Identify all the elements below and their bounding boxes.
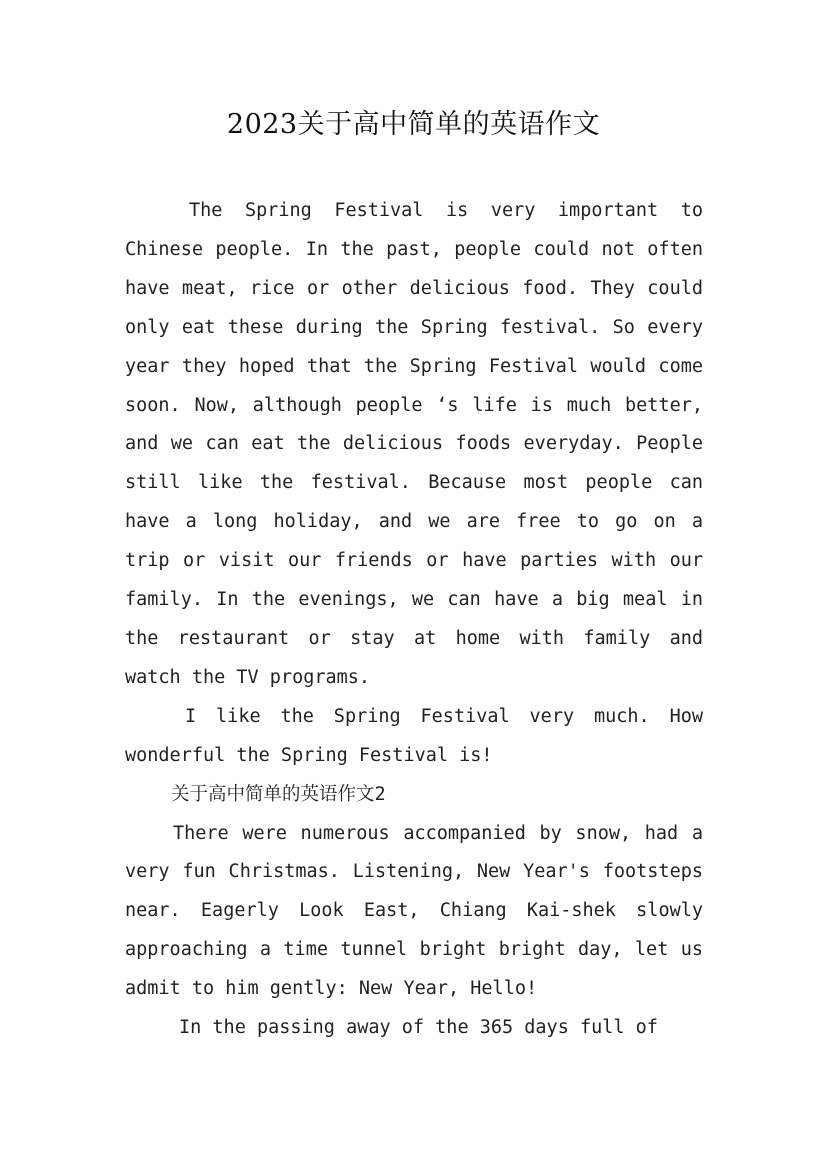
paragraph-christmas-new-year: There were numerous accompanied by snow, had a very fun Christmas. Listening, New Year's footsteps near. Eagerly Look East, Chiang Kai-shek slowly approaching a time tunnel bright bright day, let us admit to him gently: New Year, Hello!	[125, 822, 703, 1000]
paragraph-spring-festival: The Spring Festival is very important to Chinese people. In the past, people could not often have meat, rice or other delicious food. They could only eat these during the Spring festival. So every year they hoped that the Spring Festival would come soon. Now, although people ‘s life is much better, and we can eat the delicious foods everyday. People still like the festival. Because most people can have a long holiday, and we are free to go on a trip or visit our friends or have parties with our family. In the evenings, we can have a big meal in the restaurant or stay at home with family and watch the TV programs.	[125, 200, 703, 688]
paragraph-passing-away: In the passing away of the 365 days full of	[179, 1017, 658, 1039]
section-heading-2: 关于高中简单的英语作文2	[171, 783, 386, 805]
document-body	[125, 192, 703, 1048]
paragraph-like-spring-festival: I like the Spring Festival very much. How wonderful the Spring Festival is!	[125, 705, 703, 766]
document-title: 2023关于高中简单的英语作文	[226, 109, 601, 140]
